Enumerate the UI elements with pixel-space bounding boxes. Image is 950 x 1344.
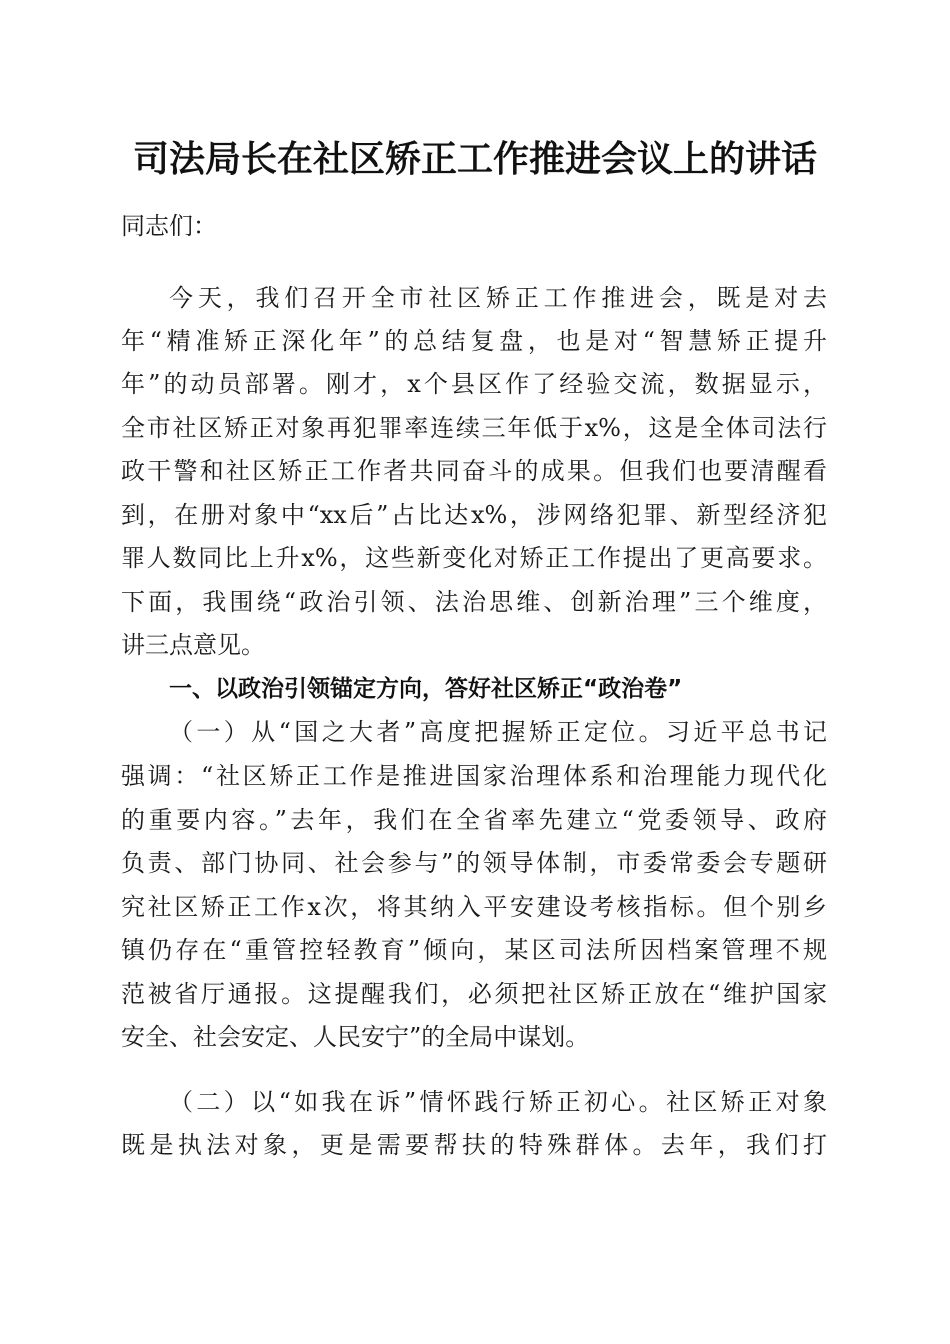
paragraph-line: 范被省厅通报。这提醒我们，必须把社区矫正放在“维护国家 — [121, 980, 827, 1008]
paragraph-line: 全市社区矫正对象再犯罪率连续三年低于x%，这是全体司法行 — [121, 414, 827, 442]
paragraph-line: 强调：“社区矫正工作是推进国家治理体系和治理能力现代化 — [121, 762, 827, 790]
paragraph-line: 的重要内容。”去年，我们在全省率先建立“党委领导、政府 — [121, 806, 827, 834]
section-heading: 一、以政治引领锚定方向，答好社区矫正“政治卷” — [169, 676, 683, 702]
paragraph-line: 今天，我们召开全市社区矫正工作推进会，既是对去 — [169, 284, 827, 312]
paragraph-line: 镇仍存在“重管控轻教育”倾向，某区司法所因档案管理不规 — [121, 936, 827, 964]
paragraph-line: 罪人数同比上升x%，这些新变化对矫正工作提出了更高要求。 — [121, 544, 827, 572]
paragraph-line: 政干警和社区矫正工作者共同奋斗的成果。但我们也要清醒看 — [121, 457, 827, 485]
paragraph-line: 年”的动员部署。刚才，x个县区作了经验交流，数据显示， — [121, 370, 827, 398]
paragraph-line: 年“精准矫正深化年”的总结复盘，也是对“智慧矫正提升 — [121, 327, 827, 355]
paragraph-line: 负责、部门协同、社会参与”的领导体制，市委常委会专题研 — [121, 849, 827, 877]
document-title: 司法局长在社区矫正工作推进会议上的讲话 — [132, 139, 817, 180]
paragraph-line: 到，在册对象中“xx后”占比达x%，涉网络犯罪、新型经济犯 — [121, 501, 827, 529]
paragraph-line: （一）从“国之大者”高度把握矫正定位。习近平总书记 — [169, 718, 827, 746]
paragraph-line: 安全、社会安定、人民安宁”的全局中谋划。 — [121, 1023, 590, 1051]
paragraph-line: （二）以“如我在诉”情怀践行矫正初心。社区矫正对象 — [169, 1088, 827, 1116]
paragraph-line: 讲三点意见。 — [121, 631, 265, 659]
paragraph-line: 究社区矫正工作x次，将其纳入平安建设考核指标。但个别乡 — [121, 893, 827, 921]
salutation: 同志们： — [121, 212, 217, 240]
paragraph-line: 下面，我围绕“政治引领、法治思维、创新治理”三个维度， — [121, 588, 827, 616]
paragraph-line: 既是执法对象，更是需要帮扶的特殊群体。去年，我们打 — [121, 1131, 827, 1159]
